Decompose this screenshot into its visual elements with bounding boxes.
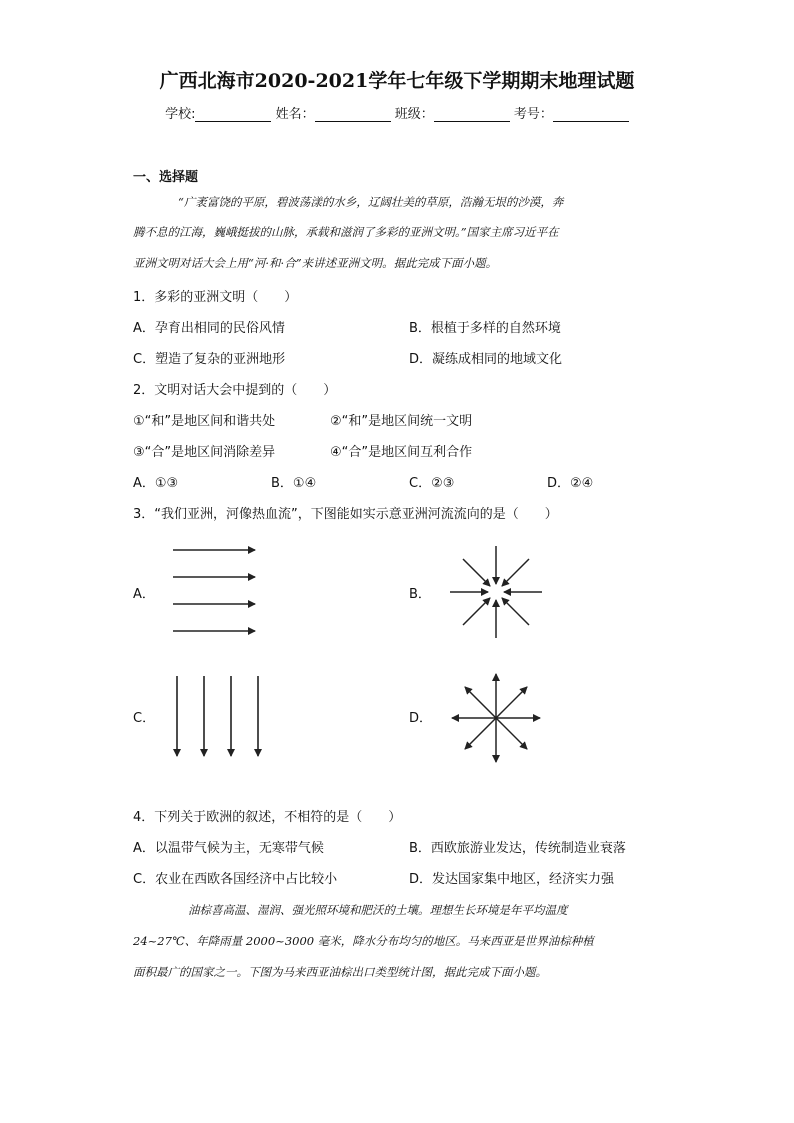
class-blank[interactable] (434, 107, 510, 122)
q2-option-c[interactable]: C．②③ (409, 476, 455, 491)
class-label: 班级： (394, 107, 434, 122)
student-info-line (0, 103, 794, 122)
q1-option-a[interactable]: A．孕育出相同的民俗风情 (133, 321, 285, 336)
arrow-icon (496, 687, 527, 718)
q3-figure-d-diverging-arrows (446, 668, 546, 768)
passage1-line-3: 亚洲文明对话大会上用“河·和·合”来讲述亚洲文明。据此完成下面小题。 (133, 256, 498, 270)
exam-number-label: 考号： (513, 107, 553, 122)
q3-option-b[interactable]: B． (409, 587, 431, 602)
q4-option-a[interactable]: A．以温带气候为主，无寒带气候 (133, 841, 324, 856)
q3-figure-c-parallel-arrows-south (165, 670, 265, 762)
q1-option-d[interactable]: D．凝练成相同的地域文化 (409, 352, 563, 367)
q4-option-b[interactable]: B．西欧旅游业发达，传统制造业衰落 (409, 841, 626, 856)
arrow-icon (463, 598, 490, 625)
q3-option-c[interactable]: C． (133, 711, 156, 726)
q2-statement-2: ②“和”是地区间统一文明 (330, 414, 473, 429)
question-3-stem: 3．“我们亚洲，河像热血流”，下图能如实示意亚洲河流流向的是（ ） (133, 507, 558, 522)
q3-figure-b-converging-arrows (446, 542, 546, 642)
q4-option-d[interactable]: D．发达国家集中地区，经济实力强 (409, 872, 615, 887)
school-label: 学校: (165, 107, 196, 122)
name-blank[interactable] (315, 107, 391, 122)
question-2-stem: 2．文明对话大会中提到的（ ） (133, 383, 337, 398)
name-label: 姓名： (275, 107, 315, 122)
passage2-line-2: 24~27℃、年降雨量 2000~3000 毫米，降水分布均匀的地区。马来西亚是世界油棕种植 (133, 934, 594, 948)
arrow-icon (502, 559, 529, 586)
arrow-icon (463, 559, 490, 586)
arrow-icon (465, 687, 496, 718)
q1-option-c[interactable]: C．塑造了复杂的亚洲地形 (133, 352, 286, 367)
arrow-icon (465, 718, 496, 749)
q1-option-b[interactable]: B．根植于多样的自然环境 (409, 321, 561, 336)
passage1-line-1: “广袤富饶的平原，碧波荡漾的水乡，辽阔壮美的草原，浩瀚无垠的沙漠，奔 (178, 195, 564, 209)
q2-option-b[interactable]: B．①④ (271, 476, 317, 491)
q2-statement-3: ③“合”是地区间消除差异 (133, 445, 276, 460)
q3-option-a[interactable]: A． (133, 587, 155, 602)
q2-option-a[interactable]: A．①③ (133, 476, 179, 491)
question-4-stem: 4．下列关于欧洲的叙述，不相符的是（ ） (133, 810, 402, 825)
q2-option-d[interactable]: D．②④ (547, 476, 594, 491)
question-1-stem: 1．多彩的亚洲文明（ ） (133, 290, 298, 305)
exam-number-blank[interactable] (553, 107, 629, 122)
q2-statement-1: ①“和”是地区间和谐共处 (133, 414, 276, 429)
passage2-line-3: 面积最广的国家之一。下图为马来西亚油棕出口类型统计图，据此完成下面小题。 (133, 965, 547, 979)
passage2-line-1: 油棕喜高温、湿润、强光照环境和肥沃的土壤。理想生长环境是年平均温度 (188, 903, 568, 917)
passage1-line-2: 腾不息的江海，巍峨挺拔的山脉，承载和滋润了多彩的亚洲文明。”国家主席习近平在 (133, 225, 559, 239)
q4-option-c[interactable]: C．农业在西欧各国经济中占比较小 (133, 872, 338, 887)
q2-statement-4: ④“合”是地区间互利合作 (330, 445, 473, 460)
school-blank[interactable] (195, 107, 271, 122)
section-heading: 一、选择题 (133, 170, 199, 185)
q3-figure-a-parallel-arrows-east (165, 540, 265, 642)
arrow-icon (496, 718, 527, 749)
page-title: 广西北海市2020-2021学年七年级下学期期末地理试题 (159, 70, 635, 92)
arrow-icon (502, 598, 529, 625)
q3-option-d[interactable]: D． (409, 711, 433, 726)
